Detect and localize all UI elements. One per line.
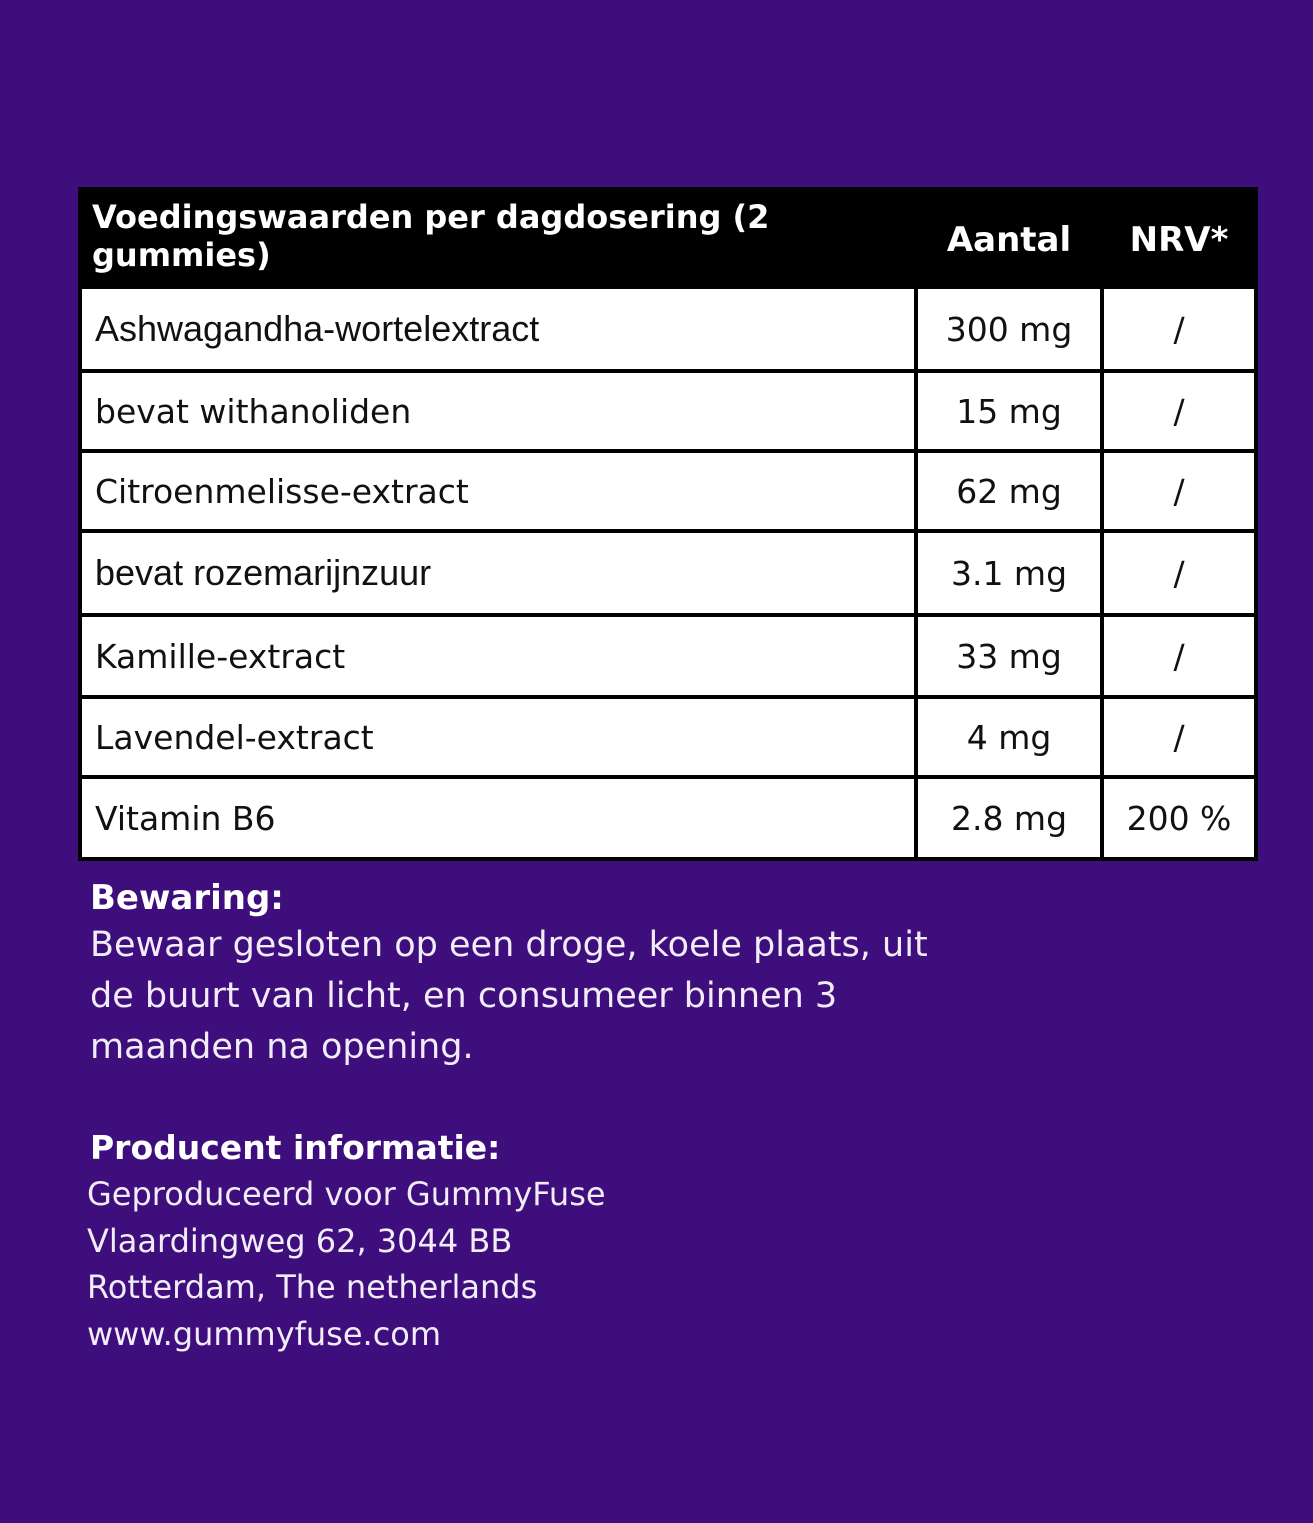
- header-nutrition-label: Voedingswaarden per dagdosering (2 gummies): [80, 187, 916, 287]
- ingredient-nrv: /: [1102, 371, 1256, 451]
- storage-text: [90, 920, 990, 1073]
- ingredient-amount: 2.8 mg: [916, 777, 1102, 859]
- table-row: [80, 531, 1256, 615]
- ingredient-nrv: /: [1102, 615, 1256, 697]
- producer-website-link[interactable]: www.gummyfuse.com: [87, 1314, 442, 1353]
- ingredient-amount: 4 mg: [916, 697, 1102, 777]
- header-amount: Aantal: [916, 187, 1102, 287]
- ingredient-amount: 15 mg: [916, 371, 1102, 451]
- ingredient-amount: 300 mg: [916, 287, 1102, 371]
- ingredient-amount: 62 mg: [916, 451, 1102, 531]
- producer-section: [87, 1128, 606, 1357]
- ingredient-nrv: 200 %: [1102, 777, 1256, 859]
- table-row: [80, 615, 1256, 697]
- table-row: [80, 451, 1256, 531]
- producer-line: Rotterdam, The netherlands: [87, 1268, 538, 1306]
- ingredient-nrv: /: [1102, 451, 1256, 531]
- table-row: [80, 697, 1256, 777]
- storage-line: Bewaar gesloten op een droge, koele plaats, uit: [90, 925, 928, 965]
- table-row: [80, 287, 1256, 371]
- ingredient-name: Lavendel-extract: [80, 697, 916, 777]
- storage-line: maanden na opening.: [90, 1027, 474, 1067]
- ingredient-name: Vitamin B6: [80, 777, 916, 859]
- nutrition-table: [78, 187, 1258, 861]
- ingredient-amount: 3.1 mg: [916, 531, 1102, 615]
- ingredient-name: Ashwagandha-wortelextract: [80, 287, 916, 371]
- producer-line: Vlaardingweg 62, 3044 BB: [87, 1221, 513, 1260]
- ingredient-nrv: /: [1102, 287, 1256, 371]
- ingredient-nrv: /: [1102, 697, 1256, 777]
- table-row: [80, 777, 1256, 859]
- producer-line: Geproduceerd voor GummyFuse: [87, 1175, 606, 1213]
- header-nrv: NRV*: [1102, 187, 1256, 287]
- producer-heading: Producent informatie:: [90, 1128, 501, 1167]
- table-header-row: [80, 187, 1256, 287]
- ingredient-name: Citroenmelisse-extract: [80, 451, 916, 531]
- ingredient-nrv: /: [1102, 531, 1256, 615]
- ingredient-amount: 33 mg: [916, 615, 1102, 697]
- storage-section: [90, 878, 990, 1073]
- producer-address: [87, 1171, 606, 1357]
- ingredient-name: Kamille-extract: [80, 615, 916, 697]
- storage-heading: Bewaring:: [90, 878, 284, 918]
- storage-line: de buurt van licht, en consumeer binnen 3: [90, 976, 838, 1016]
- table-row: [80, 371, 1256, 451]
- ingredient-name: bevat rozemarijnzuur: [80, 531, 916, 615]
- ingredient-name: bevat withanoliden: [80, 371, 916, 451]
